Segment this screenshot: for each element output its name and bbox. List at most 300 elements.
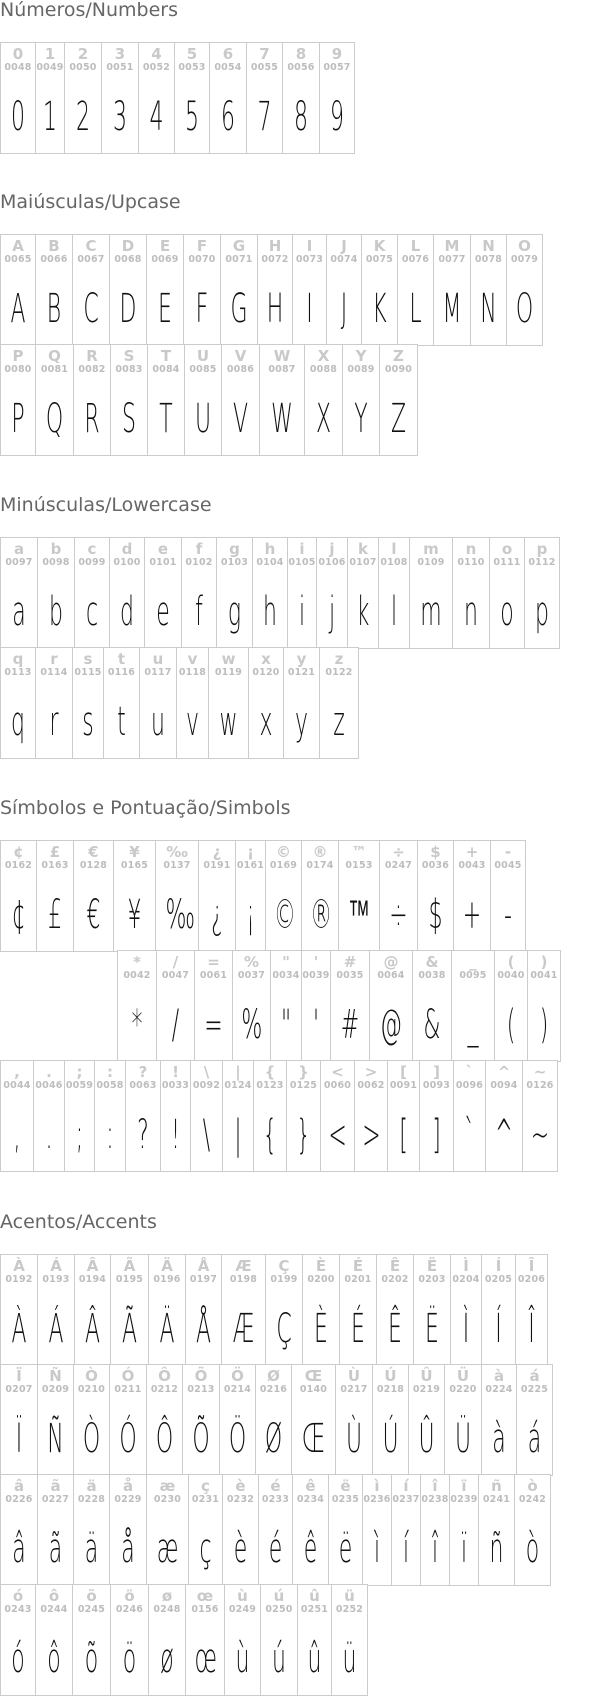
glyph-cell <box>125 1060 161 1172</box>
glyph-cell <box>147 344 185 456</box>
glyph-cell <box>485 1060 523 1172</box>
glyph-sample: å <box>121 1526 135 1572</box>
glyph-sample: ñ <box>489 1526 504 1572</box>
glyph-cell <box>253 1060 287 1172</box>
glyph-char-label: ö <box>124 1587 135 1605</box>
glyph-cell <box>109 1474 147 1586</box>
glyph-code: 0227 <box>41 1494 70 1505</box>
glyph-cell <box>209 42 247 154</box>
glyph-char-label: Ë <box>426 1257 438 1275</box>
glyph-char-label: 1 <box>44 45 56 63</box>
glyph-code: 0105 <box>288 557 316 568</box>
glyph-sample: Ó <box>119 1416 137 1462</box>
glyph-char-label: @ <box>383 953 399 971</box>
glyph-char-label: Ò <box>85 1367 98 1385</box>
glyph-char-label: î <box>432 1477 438 1495</box>
glyph-code: 0103 <box>220 557 249 568</box>
glyph-cell <box>453 1060 486 1172</box>
glyph-cell <box>481 1254 516 1366</box>
glyph-code: 0231 <box>191 1494 220 1505</box>
glyph-char-label: I <box>306 237 313 255</box>
glyph-sample: b <box>49 589 63 635</box>
glyph-code: 0090 <box>384 364 413 375</box>
glyph-code: 0114 <box>40 667 68 678</box>
glyph-char-label: : <box>107 1063 113 1081</box>
glyph-code: 0083 <box>115 364 143 375</box>
glyph-code: 0066 <box>40 254 68 265</box>
glyph-cell <box>478 1474 515 1586</box>
glyph-sample: 4 <box>149 94 164 140</box>
glyph-cell <box>265 1254 303 1366</box>
glyph-code: 0163 <box>41 860 69 871</box>
glyph-char-label: Ù <box>347 1367 361 1385</box>
glyph-char-label: A <box>12 237 24 255</box>
glyph-sample: 9 <box>329 94 344 140</box>
glyph-cell <box>222 1060 254 1172</box>
glyph-char-label: é <box>270 1477 281 1495</box>
glyph-code: 0209 <box>41 1384 70 1395</box>
glyph-code: 0252 <box>335 1604 364 1615</box>
glyph-char-label: ? <box>138 1063 148 1081</box>
glyph-sample: ë <box>338 1526 353 1572</box>
glyph-char-label: V <box>234 347 247 365</box>
glyph-sample: 7 <box>257 94 272 140</box>
glyph-char-label: ^ <box>497 1063 511 1081</box>
glyph-cell <box>117 950 157 1062</box>
glyph-sample: Å <box>195 1306 212 1352</box>
glyph-sample: B <box>46 286 62 332</box>
glyph-cell <box>101 42 139 154</box>
glyph-cell <box>255 1364 292 1476</box>
glyph-cell <box>0 647 36 759</box>
glyph-cell <box>160 1060 191 1172</box>
glyph-cell <box>74 537 110 649</box>
glyph-code: 0079 <box>510 254 539 265</box>
glyph-sample: ¡ <box>246 892 255 938</box>
glyph-code: 0054 <box>214 62 242 73</box>
glyph-char-label: ™ <box>351 843 367 861</box>
glyph-sample: ò <box>525 1526 540 1572</box>
glyph-cell <box>450 1254 482 1366</box>
glyph-sample: ÷ <box>389 892 408 938</box>
glyph-cell <box>514 1474 551 1586</box>
glyph-char-label: ò <box>527 1477 538 1495</box>
glyph-cell <box>35 647 73 759</box>
glyph-sample: 1 <box>42 94 57 140</box>
glyph-char-label: X <box>317 347 330 365</box>
glyph-sample: à <box>492 1416 506 1462</box>
glyph-cell <box>391 1474 421 1586</box>
glyph-sample: ; <box>75 1112 84 1158</box>
glyph-code: 0197 <box>189 1274 218 1285</box>
glyph-code: 0039 <box>302 970 330 981</box>
glyph-cell <box>291 1364 336 1476</box>
glyph-sample: l <box>390 589 398 635</box>
glyph-sample: } <box>296 1112 311 1158</box>
glyph-code: 0191 <box>203 860 231 871</box>
glyph-sample: ï <box>460 1526 468 1572</box>
glyph-sample: z <box>333 699 345 745</box>
glyph-cell <box>282 42 320 154</box>
glyph-char-label: % <box>243 953 260 971</box>
glyph-row <box>0 1364 552 1476</box>
glyph-cell <box>183 234 221 346</box>
glyph-cell <box>372 1364 409 1476</box>
glyph-char-label: M <box>444 237 460 255</box>
glyph-code: 0035 <box>336 970 364 981</box>
glyph-cell <box>235 840 266 952</box>
glyph-char-label: # <box>343 953 357 971</box>
glyph-code: 0234 <box>296 1494 325 1505</box>
glyph-sample: e <box>156 589 170 635</box>
glyph-code: 0236 <box>363 1494 391 1505</box>
glyph-char-label: Z <box>393 347 404 365</box>
glyph-char-label: L <box>410 237 421 255</box>
glyph-sample: ó <box>11 1636 25 1682</box>
glyph-code: 0060 <box>323 1080 352 1091</box>
glyph-code: 0243 <box>4 1604 32 1615</box>
glyph-sample: = <box>204 1002 223 1048</box>
glyph-code: 0085 <box>189 364 217 375</box>
glyph-char-label: E <box>159 237 171 255</box>
glyph-sample: T <box>159 396 173 442</box>
glyph-char-label: J <box>341 237 347 255</box>
glyph-char-label: õ <box>86 1587 97 1605</box>
glyph-code: 0073 <box>295 254 324 265</box>
glyph-char-label: | <box>235 1063 241 1081</box>
glyph-cell <box>188 1474 223 1586</box>
glyph-char-label: G <box>232 237 246 255</box>
glyph-row <box>0 1584 367 1696</box>
glyph-row <box>0 1254 547 1366</box>
glyph-code: 0224 <box>485 1384 513 1395</box>
glyph-cell <box>222 1474 259 1586</box>
glyph-cell <box>182 1364 220 1476</box>
glyph-code: 0052 <box>142 62 171 73</box>
glyph-sample: ê <box>303 1526 318 1572</box>
glyph-code: 0037 <box>237 970 266 981</box>
glyph-sample: R <box>84 396 100 442</box>
glyph-code: 0045 <box>494 860 522 871</box>
glyph-sample: S <box>122 396 136 442</box>
glyph-code: 0104 <box>256 557 284 568</box>
glyph-cell <box>258 1474 293 1586</box>
glyph-char-label: 4 <box>151 45 162 63</box>
glyph-sample: w <box>219 699 238 745</box>
glyph-code: 0088 <box>309 364 338 375</box>
glyph-char-label: Ã <box>123 1257 136 1275</box>
glyph-code: 0249 <box>228 1604 257 1615</box>
glyph-code: 0056 <box>287 62 315 73</box>
glyph-sample: ~ <box>530 1112 550 1158</box>
glyph-code: 0049 <box>36 62 64 73</box>
glyph-code: 0042 <box>123 970 151 981</box>
glyph-char-label: ø <box>161 1587 173 1605</box>
glyph-cell <box>297 1584 332 1696</box>
glyph-char-label: h <box>264 540 276 558</box>
glyph-sample: \ <box>202 1112 211 1158</box>
glyph-cell <box>33 1060 65 1172</box>
glyph-char-label: £ <box>49 843 61 861</box>
glyph-cell <box>37 537 75 649</box>
glyph-cell <box>452 537 490 649</box>
glyph-code: 0226 <box>5 1494 33 1505</box>
glyph-sample: Y <box>354 396 368 442</box>
glyph-char-label: * <box>133 953 141 971</box>
glyph-cell <box>185 1584 225 1696</box>
glyph-code: 0162 <box>4 860 33 871</box>
glyph-char-label: n <box>465 540 477 558</box>
glyph-cell <box>408 1364 445 1476</box>
glyph-char-label: < <box>331 1063 344 1081</box>
glyph-cell <box>0 344 36 456</box>
glyph-cell <box>259 344 305 456</box>
glyph-char-label: 0 <box>12 45 24 63</box>
glyph-cell <box>378 537 410 649</box>
glyph-char-label: p <box>536 540 548 558</box>
glyph-code: 0086 <box>226 364 255 375</box>
glyph-code: 0080 <box>4 364 32 375</box>
glyph-sample: ) <box>539 1002 549 1048</box>
glyph-cell <box>470 234 507 346</box>
glyph-sample: x <box>259 699 273 745</box>
glyph-sample: v <box>185 699 200 745</box>
glyph-code: 0230 <box>153 1494 182 1505</box>
glyph-cell <box>220 234 258 346</box>
glyph-code: 0058 <box>96 1080 124 1091</box>
glyph-sample: W <box>271 396 293 442</box>
glyph-code: 0198 <box>229 1274 258 1285</box>
glyph-sample: q <box>11 699 25 745</box>
glyph-code: 0206 <box>517 1274 546 1285</box>
glyph-cell <box>0 1584 36 1696</box>
glyph-cell <box>527 950 561 1062</box>
glyph-cell <box>397 234 434 346</box>
glyph-sample: { <box>262 1112 277 1158</box>
glyph-char-label: ñ <box>491 1477 502 1495</box>
glyph-char-label: Â <box>86 1257 99 1275</box>
glyph-sample: ( <box>506 1002 516 1048</box>
glyph-sample: 3 <box>112 94 127 140</box>
glyph-char-label: è <box>235 1477 246 1495</box>
glyph-code: 0072 <box>261 254 289 265</box>
glyph-code: 0119 <box>214 667 243 678</box>
glyph-cell <box>109 537 145 649</box>
glyph-char-label: = <box>207 953 220 971</box>
glyph-code: 0220 <box>449 1384 477 1395</box>
glyph-sample: a <box>12 589 26 635</box>
glyph-char-label: Ú <box>384 1367 397 1385</box>
glyph-sample: . <box>45 1112 53 1158</box>
glyph-cell <box>449 1474 479 1586</box>
glyph-cell <box>412 950 452 1062</box>
glyph-sample: n <box>464 589 478 635</box>
glyph-sample: o <box>500 589 514 635</box>
glyph-code: 0214 <box>223 1384 252 1395</box>
glyph-char-label: ë <box>340 1477 351 1495</box>
glyph-code: 0078 <box>474 254 503 265</box>
glyph-code: 0059 <box>65 1080 94 1091</box>
glyph-code: 0097 <box>5 557 33 568</box>
glyph-char-label: " <box>282 953 290 971</box>
glyph-sample: ã <box>48 1526 63 1572</box>
glyph-row <box>0 537 559 649</box>
glyph-cell <box>109 1364 147 1476</box>
glyph-code: 0251 <box>300 1604 329 1615</box>
glyph-char-label: ü <box>344 1587 355 1605</box>
glyph-cell <box>257 234 293 346</box>
glyph-code: 0247 <box>384 860 413 871</box>
glyph-code: 0102 <box>185 557 213 568</box>
glyph-cell <box>72 234 110 346</box>
glyph-char-label: É <box>352 1257 364 1275</box>
glyph-code: 0218 <box>376 1384 405 1395</box>
section-title: Maiúsculas/Upcase <box>0 191 181 213</box>
glyph-char-label: f <box>195 540 203 558</box>
glyph-sample: @ <box>380 1002 402 1048</box>
glyph-code: 0075 <box>365 254 394 265</box>
glyph-sample: D <box>119 286 137 332</box>
glyph-code: 0101 <box>149 557 177 568</box>
glyph-char-label: > <box>364 1063 378 1081</box>
glyph-cell <box>109 234 147 346</box>
glyph-cell <box>246 42 283 154</box>
glyph-char-label: í <box>403 1477 409 1495</box>
glyph-code: 0192 <box>5 1274 33 1285</box>
glyph-sample: æ <box>156 1526 179 1572</box>
glyph-cell <box>494 950 528 1062</box>
glyph-code: 0120 <box>252 667 280 678</box>
glyph-code: 0123 <box>256 1080 284 1091</box>
glyph-sample: ö <box>122 1636 137 1682</box>
glyph-sample: I <box>306 286 313 332</box>
glyph-char-label: b <box>50 540 62 558</box>
glyph-code: 0115 <box>74 667 102 678</box>
glyph-cell <box>184 344 222 456</box>
glyph-code: 0116 <box>107 667 136 678</box>
glyph-sample: < <box>328 1112 347 1158</box>
glyph-cell <box>0 42 36 154</box>
glyph-code: 0242 <box>518 1494 547 1505</box>
glyph-cell <box>35 234 73 346</box>
glyph-char-label: k <box>358 540 368 558</box>
section-4 <box>0 1211 549 1682</box>
glyph-char-label: ® <box>312 843 328 861</box>
glyph-char-label: u <box>152 650 164 668</box>
glyph-sample: Ë <box>425 1306 439 1352</box>
glyph-sample: Â <box>84 1306 101 1352</box>
section-3 <box>0 797 558 1158</box>
glyph-code: 0213 <box>187 1384 215 1395</box>
glyph-char-label: + <box>465 843 479 861</box>
glyph-char-label: _ <box>469 953 477 971</box>
glyph-cell <box>387 1060 420 1172</box>
glyph-code: 0074 <box>330 254 358 265</box>
glyph-cell <box>232 950 271 1062</box>
glyph-code: 0124 <box>224 1080 252 1091</box>
glyph-code: 0211 <box>114 1384 142 1395</box>
glyph-code: 0051 <box>106 62 134 73</box>
glyph-char-label: ó <box>12 1587 24 1605</box>
glyph-code: 0205 <box>484 1274 513 1285</box>
glyph-sample: Ì <box>462 1306 470 1352</box>
glyph-sample: L <box>409 286 422 332</box>
glyph-code: 0126 <box>526 1080 554 1091</box>
glyph-char-label: z <box>334 650 344 668</box>
glyph-sample: Ú <box>382 1416 399 1462</box>
glyph-code: 0125 <box>289 1080 318 1091</box>
glyph-cell <box>113 840 156 952</box>
glyph-sample: 0 <box>10 94 25 140</box>
glyph-char-label: $ <box>430 843 441 861</box>
glyph-code: 0201 <box>344 1274 372 1285</box>
glyph-code: 0108 <box>380 557 408 568</box>
glyph-cell <box>181 537 217 649</box>
glyph-sample: ' <box>312 1002 320 1048</box>
glyph-sample: Z <box>390 396 407 442</box>
glyph-char-label: Î <box>528 1257 535 1275</box>
glyph-code: 0202 <box>381 1274 409 1285</box>
glyph-cell <box>148 1254 186 1366</box>
glyph-cell <box>138 42 175 154</box>
glyph-char-label: © <box>276 843 291 861</box>
glyph-cell <box>413 1254 451 1366</box>
glyph-sample: p <box>535 589 549 635</box>
glyph-sample: Ò <box>82 1416 101 1462</box>
glyph-sample: X <box>315 396 332 442</box>
glyph-cell <box>0 1254 38 1366</box>
glyph-code: 0117 <box>144 667 172 678</box>
glyph-char-label: } <box>298 1063 309 1081</box>
glyph-code: 0237 <box>392 1494 420 1505</box>
glyph-code: 0156 <box>191 1604 219 1615</box>
glyph-code: 0038 <box>418 970 446 981</box>
glyph-sample: Ù <box>345 1416 363 1462</box>
glyph-char-label: - <box>504 843 512 861</box>
glyph-sample: g <box>227 589 242 635</box>
glyph-code: 0245 <box>77 1604 106 1615</box>
glyph-code: 0161 <box>236 860 265 871</box>
glyph-char-label: ÷ <box>392 843 405 861</box>
glyph-code: 0053 <box>178 62 206 73</box>
glyph-sample: é <box>268 1526 283 1572</box>
glyph-char-label: r <box>50 650 58 668</box>
glyph-sample: Q <box>45 396 64 442</box>
glyph-sample: ™ <box>348 892 370 938</box>
glyph-sample: ] <box>432 1112 441 1158</box>
section-title: Acentos/Accents <box>0 1211 157 1233</box>
glyph-code: 0118 <box>178 667 207 678</box>
glyph-sample: F <box>195 286 209 332</box>
glyph-sample: Î <box>528 1306 535 1352</box>
glyph-sample: P <box>11 396 25 442</box>
glyph-code: 0063 <box>129 1080 157 1091</box>
glyph-char-label: g <box>229 540 240 558</box>
glyph-code: 0203 <box>418 1274 446 1285</box>
glyph-char-label: Y <box>355 347 367 365</box>
glyph-cell <box>369 950 413 1062</box>
glyph-sample: 5 <box>184 94 199 140</box>
glyph-code: 0048 <box>4 62 32 73</box>
glyph-char-label: ! <box>172 1063 179 1081</box>
glyph-char-label: Ü <box>456 1367 470 1385</box>
glyph-char-label: Æ <box>235 1257 252 1275</box>
glyph-sample: J <box>340 286 348 332</box>
glyph-sample: 2 <box>75 94 90 140</box>
glyph-cell <box>198 840 236 952</box>
glyph-char-label: P <box>12 347 24 365</box>
glyph-sample: 8 <box>293 94 308 140</box>
